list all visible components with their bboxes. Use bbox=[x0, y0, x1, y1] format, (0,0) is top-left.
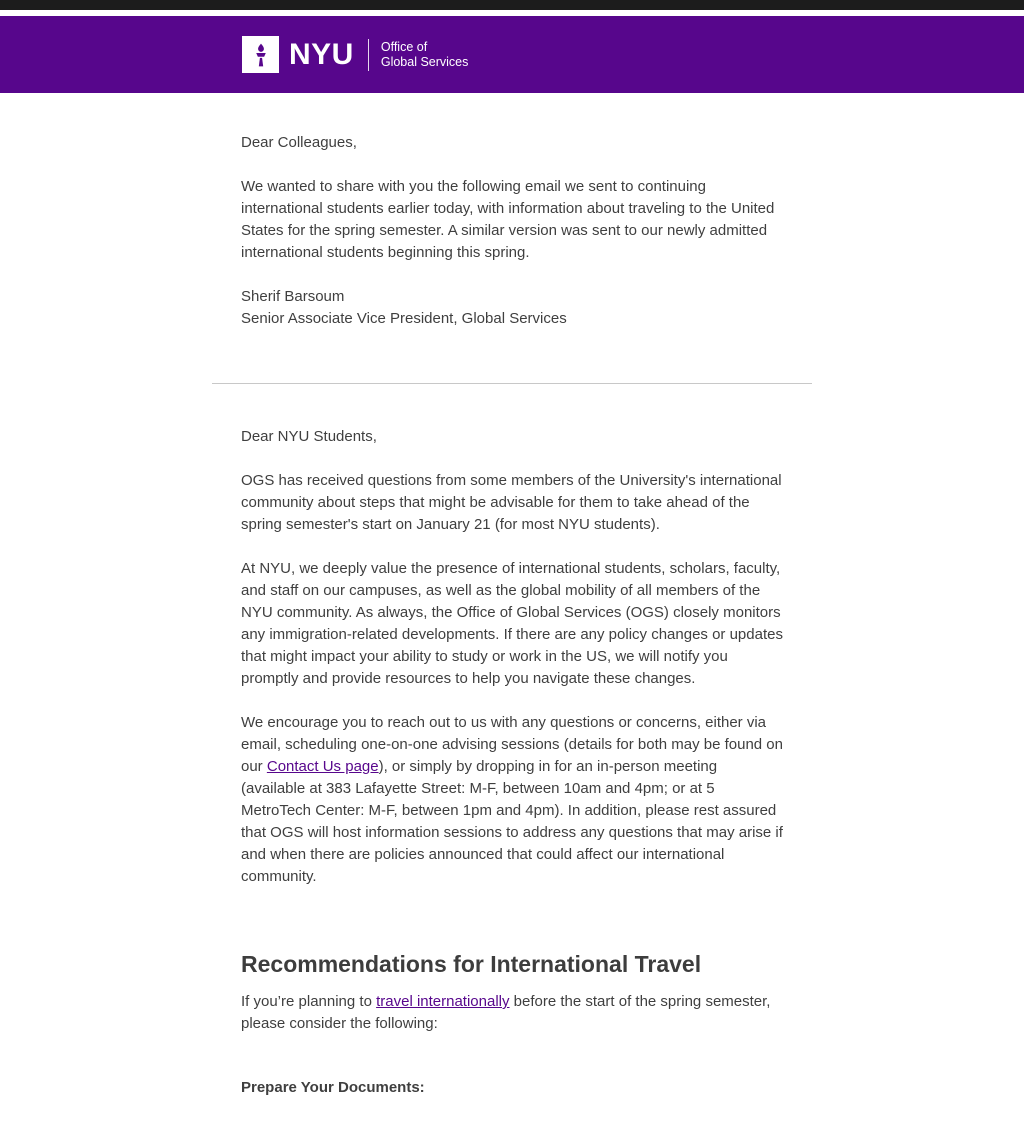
dept-name bbox=[381, 40, 469, 70]
paragraph-contact-after: ), or simply by dropping in for an in-person meeting (available at 383 Lafayette Street: M-F, between 10am and 4pm; or at 5 MetroTech Center: M-F, between 1pm and 4pm). In addition, please rest assured that OGS will host information sessions to address any questions that may arise if and when there are policies announced that could affect our international community. bbox=[241, 758, 783, 885]
paragraph-nyu-values: At NYU, we deeply value the presence of international students, scholars, faculty, and staff on our campuses, as well as the global mobility of all members of the NYU community. As always, the Office of Global Services (OGS) closely monitors any immigration-related developments. If there are any policy changes or updates that might impact your ability to study or work in the US, we will notify you promptly and provide resources to help you navigate these changes. bbox=[241, 560, 783, 687]
travel-paragraph-after: before the start of the spring semester, please consider the following: bbox=[241, 993, 771, 1032]
signature-title: Senior Associate Vice President, Global Services bbox=[241, 310, 567, 327]
signature-block bbox=[241, 286, 783, 330]
nyu-wordmark: NYU bbox=[289, 37, 354, 71]
intro-paragraph: We wanted to share with you the following email we sent to continuing international students earlier today, with information about traveling to the United States for the spring semester. A similar version was sent to our newly admitted international students beginning this spring. bbox=[241, 178, 775, 261]
travel-paragraph bbox=[241, 991, 783, 1035]
logo-divider bbox=[368, 39, 369, 71]
dept-line-2: Global Services bbox=[380, 54, 469, 69]
paragraph-contact-before: We encourage you to reach out to us with any questions or concerns, either via email, scheduling one-on-one advising sessions (details for both may be found on our bbox=[241, 714, 783, 775]
paragraph-contact bbox=[241, 712, 783, 888]
nyu-torch-icon bbox=[242, 36, 279, 73]
section-divider bbox=[212, 383, 812, 384]
travel-internationally-link[interactable]: travel internationally bbox=[376, 993, 510, 1010]
header-banner bbox=[0, 16, 1024, 93]
greeting-students: Dear NYU Students, bbox=[241, 428, 377, 445]
nyu-logo bbox=[242, 36, 468, 73]
top-bar bbox=[0, 0, 1024, 10]
contact-us-link[interactable]: Contact Us page bbox=[266, 758, 379, 775]
dept-line-1: Office of bbox=[380, 39, 428, 54]
signature-name: Sherif Barsoum bbox=[241, 288, 345, 305]
documents-subheading: Prepare Your Documents: bbox=[241, 1079, 425, 1096]
greeting-colleagues: Dear Colleagues, bbox=[241, 134, 357, 151]
paragraph-ogs-questions: OGS has received questions from some members of the University's international community about steps that might be advisable for them to take ahead of the spring semester's start on January 21 (for most NYU students). bbox=[241, 472, 782, 533]
travel-heading: Recommendations for International Travel bbox=[241, 951, 702, 977]
email-body bbox=[212, 132, 812, 1129]
travel-paragraph-before: If you’re planning to bbox=[241, 993, 377, 1010]
